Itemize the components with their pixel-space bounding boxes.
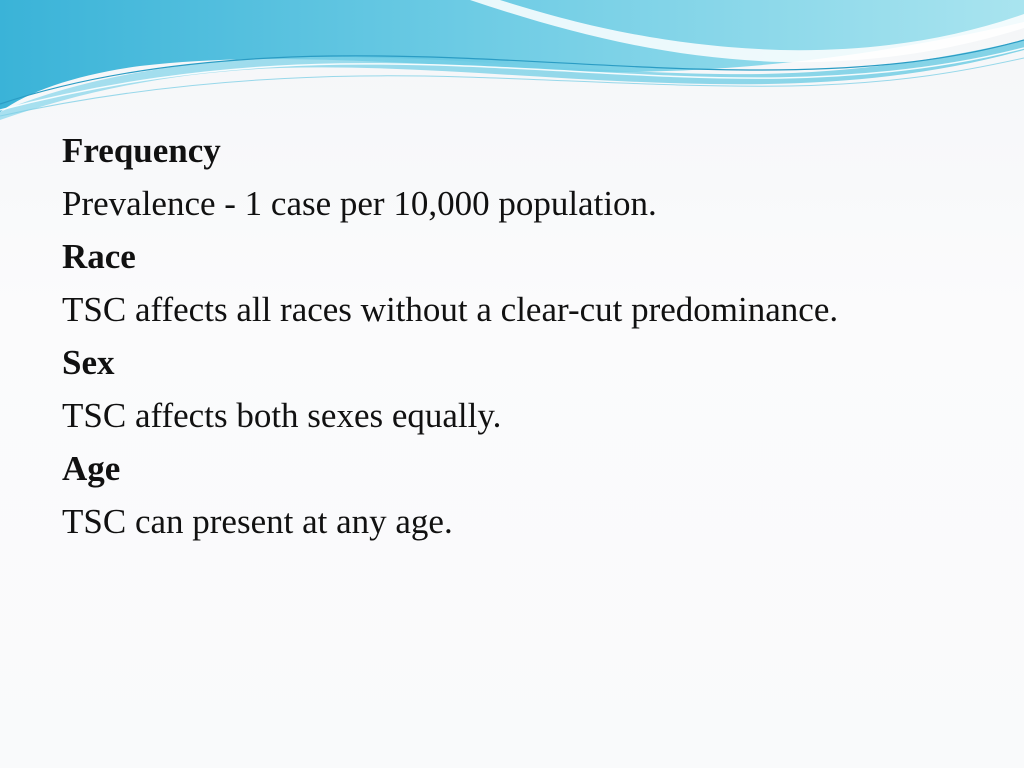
text-frequency: Prevalence - 1 case per 10,000 population.: [62, 184, 657, 223]
text-race: TSC affects all races without a clear-cut predominance.: [62, 290, 839, 329]
heading-frequency: Frequency: [62, 131, 221, 170]
text-age: TSC can present at any age.: [62, 502, 453, 541]
heading-sex: Sex: [62, 343, 115, 382]
heading-race: Race: [62, 237, 136, 276]
text-sex: TSC affects both sexes equally.: [62, 396, 502, 435]
header-wave-decoration: [0, 0, 1024, 130]
slide-body: [62, 124, 982, 548]
heading-age: Age: [62, 449, 121, 488]
